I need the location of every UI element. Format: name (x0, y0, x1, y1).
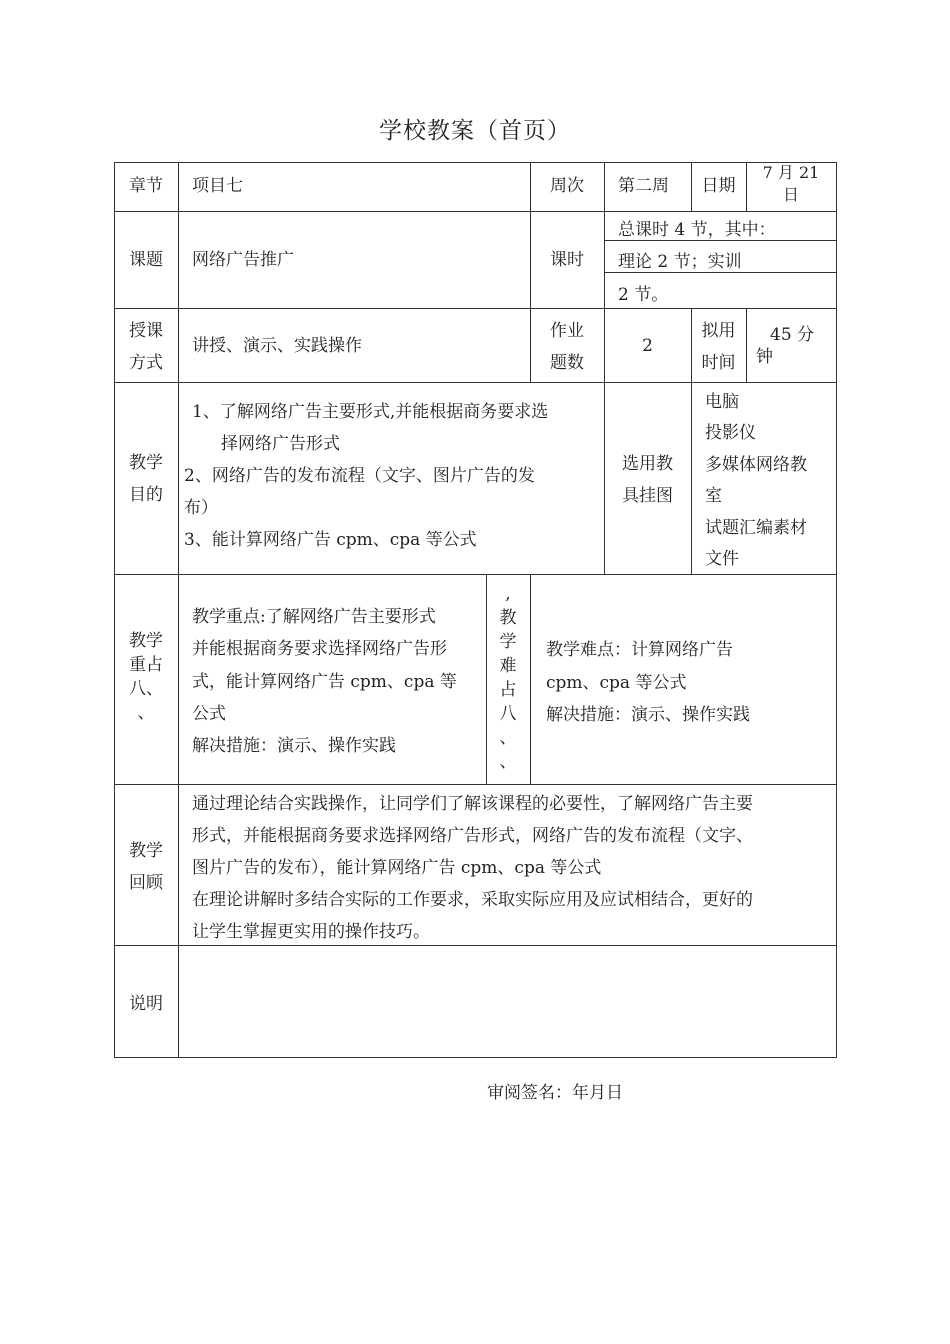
difficult-label-char: 教 (499, 608, 517, 628)
table-border-right (836, 162, 837, 1058)
method-label-line1: 授课 (129, 321, 163, 341)
method-label-line2: 方式 (129, 353, 163, 373)
date-label: 日期 (701, 176, 736, 196)
notes-label: 说明 (129, 994, 163, 1014)
aid-item: 多媒体网络教 (705, 455, 807, 475)
date-value-line1: 7 月 21 (762, 163, 820, 182)
hours-line: 理论 2 节；实训 (618, 252, 742, 272)
difficult-label-char: 难 (499, 656, 517, 676)
keypoints-label-line: 八、 (129, 679, 163, 699)
homework-value: 2 (642, 336, 653, 356)
label-column-divider (178, 162, 179, 1058)
homework-label-line1: 作业 (550, 321, 584, 341)
time-value-line2: 钟 (756, 347, 773, 367)
hours-line: 2 节。 (618, 285, 669, 305)
date-value-line2: 日 (782, 185, 799, 204)
chapter-label: 章节 (129, 176, 163, 196)
aid-item: 室 (705, 486, 722, 506)
topic-value: 网络广告推广 (192, 250, 294, 270)
column-divider (530, 574, 531, 785)
homework-label-line2: 题数 (550, 353, 584, 373)
objective-line: 择网络广告形式 (221, 434, 340, 454)
time-label-line1: 拟用 (701, 321, 736, 341)
difficult-label-char: 八 (499, 704, 517, 724)
keypoints-label-line: 重占 (129, 655, 163, 675)
column-divider (691, 382, 692, 575)
table-border-top (114, 162, 837, 163)
objectives-label-line1: 教学 (129, 453, 163, 473)
keypoint-line: 解决措施：演示、操作实践 (192, 736, 396, 756)
topic-label: 课题 (129, 250, 163, 270)
column-divider (746, 308, 747, 383)
hours-label: 课时 (550, 250, 584, 270)
difficult-label-char: 占 (499, 680, 517, 700)
keypoints-label-line: 教学 (129, 631, 163, 651)
keypoint-line: 式，能计算网络广告 cpm、cpa 等 (192, 672, 457, 692)
difficult-line: 解决措施：演示、操作实践 (546, 705, 750, 725)
aid-item: 电脑 (705, 392, 739, 412)
keypoint-line: 教学重点:了解网络广告主要形式 (192, 607, 436, 627)
time-label-line2: 时间 (701, 353, 736, 373)
objectives-label-line2: 目的 (129, 485, 163, 505)
review-line: 图片广告的发布），能计算网络广告 cpm、cpa 等公式 (192, 858, 602, 878)
aids-label-line2: 具挂图 (622, 486, 673, 506)
row-divider (114, 382, 837, 383)
aid-item: 文件 (705, 549, 739, 569)
page-title: 学校教案（首页） (379, 118, 571, 144)
hours-line: 总课时 4 节，其中： (618, 220, 776, 240)
signature-line: 审阅签名：年月日 (487, 1083, 623, 1103)
difficult-label-char: 、 (499, 728, 517, 748)
table-border-bottom (114, 1057, 837, 1058)
difficult-label-char: 、 (499, 752, 517, 772)
difficult-label-char: , (505, 584, 511, 604)
chapter-value: 项目七 (192, 176, 243, 196)
objective-line: 布） (184, 498, 218, 518)
table-border-left (114, 162, 115, 1058)
review-line: 通过理论结合实践操作，让同学们了解该课程的必要性，了解网络广告主要 (192, 794, 753, 814)
keypoints-label-line: 、 (137, 703, 155, 723)
aid-item: 试题汇编素材 (705, 518, 807, 538)
objective-line: 3、能计算网络广告 cpm、cpa 等公式 (184, 530, 477, 550)
aids-label-line1: 选用教 (622, 454, 673, 474)
difficult-line: cpm、cpa 等公式 (546, 673, 687, 693)
week-value: 第二周 (618, 176, 669, 196)
method-value: 讲授、演示、实践操作 (192, 336, 362, 356)
keypoint-line: 并能根据商务要求选择网络广告形 (192, 639, 447, 659)
difficult-label-char: 学 (499, 632, 517, 652)
objective-line: 1、了解网络广告主要形式,并能根据商务要求选 (192, 402, 549, 422)
row-divider (114, 211, 837, 212)
review-line: 让学生掌握更实用的操作技巧。 (192, 922, 430, 942)
row-divider (114, 308, 837, 309)
review-label-line1: 教学 (129, 841, 163, 861)
aid-item: 投影仪 (705, 423, 756, 443)
review-label-line2: 回顾 (129, 873, 163, 893)
objective-line: 2、网络广告的发布流程（文字、图片广告的发 (184, 466, 535, 486)
review-line: 形式，并能根据商务要求选择网络广告形式，网络广告的发布流程（文字、 (192, 826, 753, 846)
lesson-plan-table (114, 162, 837, 1058)
review-line: 在理论讲解时多结合实际的工作要求，采取实际应用及应试相结合，更好的 (192, 890, 753, 910)
keypoint-line: 公式 (192, 704, 226, 724)
difficult-line: 教学难点：计算网络广告 (546, 640, 733, 660)
week-label: 周次 (550, 176, 584, 196)
time-value-line1: 45 分 (770, 325, 815, 345)
row-divider (114, 784, 837, 785)
